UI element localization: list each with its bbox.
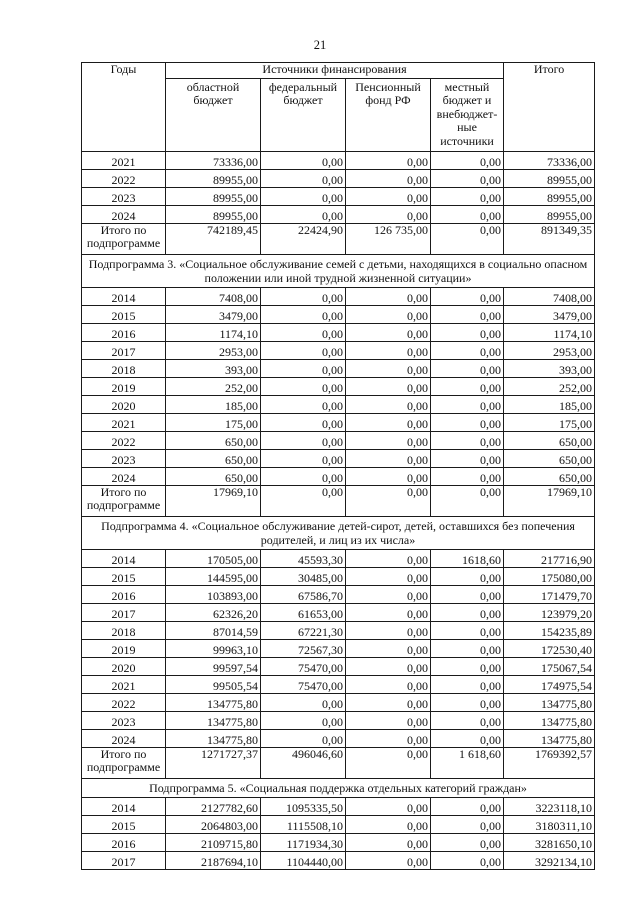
amount-cell: 0,00 xyxy=(346,568,431,586)
amount-cell: 650,00 xyxy=(166,450,261,468)
subprogram-title-row xyxy=(82,517,595,550)
amount-cell: 650,00 xyxy=(166,468,261,486)
amount-cell: 0,00 xyxy=(346,306,431,324)
year-cell: 2020 xyxy=(82,396,166,414)
amount-cell: 17969,10 xyxy=(166,486,261,517)
amount-cell: 2064803,00 xyxy=(166,816,261,834)
subprogram-title: Подпрограмма 5. «Социальная поддержка отдельных категорий граждан» xyxy=(82,779,595,798)
amount-cell: 0,00 xyxy=(431,622,504,640)
amount-cell: 174975,54 xyxy=(504,676,595,694)
year-cell: 2020 xyxy=(82,658,166,676)
amount-cell: 0,00 xyxy=(261,306,346,324)
header-pension-fund: Пенсионный фонд РФ xyxy=(346,79,431,152)
header-federal-budget: федеральный бюджет xyxy=(261,79,346,152)
table-row xyxy=(82,450,595,468)
amount-cell: 0,00 xyxy=(346,188,431,206)
amount-cell: 1104440,00 xyxy=(261,852,346,870)
amount-cell: 30485,00 xyxy=(261,568,346,586)
amount-cell: 89955,00 xyxy=(504,188,595,206)
year-cell: 2023 xyxy=(82,712,166,730)
table-row xyxy=(82,712,595,730)
table-row xyxy=(82,834,595,852)
year-cell: 2017 xyxy=(82,604,166,622)
table-row xyxy=(82,432,595,450)
table-row xyxy=(82,206,595,224)
amount-cell: 61653,00 xyxy=(261,604,346,622)
amount-cell: 67221,30 xyxy=(261,622,346,640)
table-row xyxy=(82,288,595,306)
amount-cell: 1271727,37 xyxy=(166,748,261,779)
amount-cell: 2187694,10 xyxy=(166,852,261,870)
amount-cell: 0,00 xyxy=(431,640,504,658)
amount-cell: 7408,00 xyxy=(166,288,261,306)
amount-cell: 1115508,10 xyxy=(261,816,346,834)
header-total: Итого xyxy=(504,63,595,152)
amount-cell: 0,00 xyxy=(431,604,504,622)
amount-cell: 0,00 xyxy=(346,468,431,486)
amount-cell: 0,00 xyxy=(261,288,346,306)
amount-cell: 0,00 xyxy=(431,486,504,517)
amount-cell: 0,00 xyxy=(346,852,431,870)
amount-cell: 7408,00 xyxy=(504,288,595,306)
amount-cell: 0,00 xyxy=(431,170,504,188)
table-row xyxy=(82,396,595,414)
amount-cell: 0,00 xyxy=(346,288,431,306)
header-years: Годы xyxy=(82,63,166,152)
amount-cell: 75470,00 xyxy=(261,658,346,676)
amount-cell: 891349,35 xyxy=(504,224,595,255)
table-row xyxy=(82,468,595,486)
year-cell: 2015 xyxy=(82,816,166,834)
subtotal-row xyxy=(82,486,595,517)
subtotal-label: Итого по подпрограмме xyxy=(82,748,166,779)
subprogram-title-row xyxy=(82,255,595,288)
amount-cell: 650,00 xyxy=(504,468,595,486)
table-row xyxy=(82,568,595,586)
year-cell: 2014 xyxy=(82,288,166,306)
amount-cell: 0,00 xyxy=(346,658,431,676)
amount-cell: 0,00 xyxy=(261,188,346,206)
year-cell: 2023 xyxy=(82,450,166,468)
amount-cell: 0,00 xyxy=(346,604,431,622)
amount-cell: 144595,00 xyxy=(166,568,261,586)
amount-cell: 0,00 xyxy=(261,486,346,517)
amount-cell: 1618,60 xyxy=(431,550,504,568)
amount-cell: 172530,40 xyxy=(504,640,595,658)
amount-cell: 0,00 xyxy=(346,450,431,468)
amount-cell: 185,00 xyxy=(166,396,261,414)
amount-cell: 0,00 xyxy=(346,486,431,517)
amount-cell: 87014,59 xyxy=(166,622,261,640)
amount-cell: 0,00 xyxy=(346,378,431,396)
amount-cell: 0,00 xyxy=(346,432,431,450)
amount-cell: 0,00 xyxy=(261,468,346,486)
amount-cell: 134775,80 xyxy=(504,730,595,748)
amount-cell: 0,00 xyxy=(261,694,346,712)
amount-cell: 0,00 xyxy=(346,676,431,694)
amount-cell: 154235,89 xyxy=(504,622,595,640)
amount-cell: 0,00 xyxy=(431,360,504,378)
table-row xyxy=(82,152,595,170)
amount-cell: 89955,00 xyxy=(166,170,261,188)
amount-cell: 2127782,60 xyxy=(166,798,261,816)
amount-cell: 650,00 xyxy=(504,432,595,450)
year-cell: 2015 xyxy=(82,568,166,586)
amount-cell: 175067,54 xyxy=(504,658,595,676)
table-row xyxy=(82,604,595,622)
table-row xyxy=(82,730,595,748)
table-row xyxy=(82,658,595,676)
amount-cell: 0,00 xyxy=(261,396,346,414)
amount-cell: 0,00 xyxy=(431,324,504,342)
financing-table xyxy=(81,62,595,870)
amount-cell: 1174,10 xyxy=(504,324,595,342)
amount-cell: 0,00 xyxy=(346,798,431,816)
amount-cell: 0,00 xyxy=(431,432,504,450)
amount-cell: 0,00 xyxy=(431,730,504,748)
year-cell: 2016 xyxy=(82,586,166,604)
subtotal-label: Итого по подпрограмме xyxy=(82,486,166,517)
amount-cell: 175080,00 xyxy=(504,568,595,586)
amount-cell: 252,00 xyxy=(166,378,261,396)
year-cell: 2017 xyxy=(82,342,166,360)
amount-cell: 0,00 xyxy=(346,712,431,730)
amount-cell: 17969,10 xyxy=(504,486,595,517)
amount-cell: 89955,00 xyxy=(504,206,595,224)
amount-cell: 3292134,10 xyxy=(504,852,595,870)
amount-cell: 170505,00 xyxy=(166,550,261,568)
amount-cell: 2109715,80 xyxy=(166,834,261,852)
amount-cell: 0,00 xyxy=(431,224,504,255)
amount-cell: 73336,00 xyxy=(504,152,595,170)
year-cell: 2021 xyxy=(82,152,166,170)
year-cell: 2022 xyxy=(82,170,166,188)
amount-cell: 22424,90 xyxy=(261,224,346,255)
amount-cell: 0,00 xyxy=(261,342,346,360)
amount-cell: 185,00 xyxy=(504,396,595,414)
amount-cell: 0,00 xyxy=(431,450,504,468)
amount-cell: 0,00 xyxy=(261,414,346,432)
amount-cell: 134775,80 xyxy=(504,694,595,712)
page-number: 21 xyxy=(313,38,327,52)
amount-cell: 0,00 xyxy=(346,550,431,568)
amount-cell: 0,00 xyxy=(431,798,504,816)
amount-cell: 89955,00 xyxy=(166,206,261,224)
table-row xyxy=(82,816,595,834)
amount-cell: 3479,00 xyxy=(504,306,595,324)
year-cell: 2021 xyxy=(82,676,166,694)
year-cell: 2015 xyxy=(82,306,166,324)
table-row xyxy=(82,342,595,360)
amount-cell: 0,00 xyxy=(346,622,431,640)
subtotal-row xyxy=(82,748,595,779)
year-cell: 2018 xyxy=(82,622,166,640)
amount-cell: 73336,00 xyxy=(166,152,261,170)
amount-cell: 0,00 xyxy=(261,432,346,450)
year-cell: 2024 xyxy=(82,468,166,486)
header-local-budget: местный бюджет и внебюджет-ные источники xyxy=(431,79,504,152)
amount-cell: 3180311,10 xyxy=(504,816,595,834)
table-row xyxy=(82,852,595,870)
amount-cell: 3223118,10 xyxy=(504,798,595,816)
amount-cell: 0,00 xyxy=(261,712,346,730)
amount-cell: 0,00 xyxy=(346,730,431,748)
table-row xyxy=(82,306,595,324)
amount-cell: 393,00 xyxy=(166,360,261,378)
year-cell: 2024 xyxy=(82,730,166,748)
amount-cell: 0,00 xyxy=(346,360,431,378)
amount-cell: 89955,00 xyxy=(504,170,595,188)
amount-cell: 0,00 xyxy=(346,342,431,360)
amount-cell: 0,00 xyxy=(431,852,504,870)
amount-cell: 0,00 xyxy=(431,694,504,712)
amount-cell: 650,00 xyxy=(504,450,595,468)
amount-cell: 175,00 xyxy=(166,414,261,432)
amount-cell: 0,00 xyxy=(431,396,504,414)
amount-cell: 2953,00 xyxy=(504,342,595,360)
table-row xyxy=(82,550,595,568)
amount-cell: 742189,45 xyxy=(166,224,261,255)
year-cell: 2018 xyxy=(82,360,166,378)
subtotal-label: Итого по подпрограмме xyxy=(82,224,166,255)
year-cell: 2022 xyxy=(82,432,166,450)
table-row xyxy=(82,170,595,188)
amount-cell: 0,00 xyxy=(431,676,504,694)
amount-cell: 0,00 xyxy=(431,152,504,170)
amount-cell: 0,00 xyxy=(346,640,431,658)
amount-cell: 0,00 xyxy=(431,568,504,586)
year-cell: 2022 xyxy=(82,694,166,712)
table-row xyxy=(82,622,595,640)
table-row xyxy=(82,378,595,396)
table-row xyxy=(82,640,595,658)
amount-cell: 126 735,00 xyxy=(346,224,431,255)
table-row xyxy=(82,360,595,378)
amount-cell: 134775,80 xyxy=(504,712,595,730)
amount-cell: 99505,54 xyxy=(166,676,261,694)
amount-cell: 134775,80 xyxy=(166,694,261,712)
amount-cell: 0,00 xyxy=(431,188,504,206)
amount-cell: 0,00 xyxy=(431,586,504,604)
header-sources: Источники финансирования xyxy=(166,63,504,79)
amount-cell: 0,00 xyxy=(261,170,346,188)
amount-cell: 0,00 xyxy=(431,468,504,486)
amount-cell: 99963,10 xyxy=(166,640,261,658)
amount-cell: 1769392,57 xyxy=(504,748,595,779)
amount-cell: 0,00 xyxy=(261,152,346,170)
amount-cell: 0,00 xyxy=(431,306,504,324)
year-cell: 2023 xyxy=(82,188,166,206)
amount-cell: 72567,30 xyxy=(261,640,346,658)
table-row xyxy=(82,188,595,206)
amount-cell: 0,00 xyxy=(261,730,346,748)
year-cell: 2017 xyxy=(82,852,166,870)
amount-cell: 99597,54 xyxy=(166,658,261,676)
table-row xyxy=(82,676,595,694)
amount-cell: 75470,00 xyxy=(261,676,346,694)
amount-cell: 0,00 xyxy=(346,324,431,342)
amount-cell: 252,00 xyxy=(504,378,595,396)
amount-cell: 1171934,30 xyxy=(261,834,346,852)
amount-cell: 0,00 xyxy=(346,748,431,779)
table-row xyxy=(82,798,595,816)
amount-cell: 103893,00 xyxy=(166,586,261,604)
table-body xyxy=(82,152,595,870)
table-row xyxy=(82,324,595,342)
amount-cell: 2953,00 xyxy=(166,342,261,360)
amount-cell: 0,00 xyxy=(346,170,431,188)
amount-cell: 0,00 xyxy=(431,342,504,360)
year-cell: 2014 xyxy=(82,798,166,816)
amount-cell: 89955,00 xyxy=(166,188,261,206)
amount-cell: 67586,70 xyxy=(261,586,346,604)
amount-cell: 62326,20 xyxy=(166,604,261,622)
amount-cell: 0,00 xyxy=(261,378,346,396)
amount-cell: 1095335,50 xyxy=(261,798,346,816)
subtotal-row xyxy=(82,224,595,255)
subprogram-title-row xyxy=(82,779,595,798)
amount-cell: 0,00 xyxy=(346,396,431,414)
amount-cell: 0,00 xyxy=(431,378,504,396)
subprogram-title: Подпрограмма 4. «Социальное обслуживание детей-сирот, детей, оставшихся без попечения родителей, и лиц из их числа» xyxy=(82,517,595,550)
header-regional-budget: областной бюджет xyxy=(166,79,261,152)
amount-cell: 45593,30 xyxy=(261,550,346,568)
amount-cell: 393,00 xyxy=(504,360,595,378)
table-row xyxy=(82,414,595,432)
amount-cell: 0,00 xyxy=(346,586,431,604)
year-cell: 2021 xyxy=(82,414,166,432)
year-cell: 2016 xyxy=(82,834,166,852)
amount-cell: 0,00 xyxy=(431,658,504,676)
subprogram-title: Подпрограмма 3. «Социальное обслуживание семей с детьми, находящихся в социально опасном положении или иной трудной жизненной ситуации» xyxy=(82,255,595,288)
amount-cell: 0,00 xyxy=(346,834,431,852)
amount-cell: 0,00 xyxy=(346,206,431,224)
amount-cell: 0,00 xyxy=(261,206,346,224)
year-cell: 2024 xyxy=(82,206,166,224)
year-cell: 2019 xyxy=(82,640,166,658)
amount-cell: 123979,20 xyxy=(504,604,595,622)
amount-cell: 0,00 xyxy=(346,694,431,712)
table-row xyxy=(82,586,595,604)
amount-cell: 134775,80 xyxy=(166,730,261,748)
amount-cell: 0,00 xyxy=(431,712,504,730)
amount-cell: 0,00 xyxy=(431,816,504,834)
year-cell: 2014 xyxy=(82,550,166,568)
year-cell: 2019 xyxy=(82,378,166,396)
amount-cell: 0,00 xyxy=(346,414,431,432)
amount-cell: 134775,80 xyxy=(166,712,261,730)
table-row xyxy=(82,694,595,712)
amount-cell: 0,00 xyxy=(261,324,346,342)
amount-cell: 3479,00 xyxy=(166,306,261,324)
amount-cell: 496046,60 xyxy=(261,748,346,779)
amount-cell: 0,00 xyxy=(346,816,431,834)
amount-cell: 0,00 xyxy=(261,450,346,468)
amount-cell: 1 618,60 xyxy=(431,748,504,779)
year-cell: 2016 xyxy=(82,324,166,342)
amount-cell: 171479,70 xyxy=(504,586,595,604)
amount-cell: 0,00 xyxy=(431,834,504,852)
amount-cell: 0,00 xyxy=(261,360,346,378)
amount-cell: 0,00 xyxy=(431,206,504,224)
amount-cell: 1174,10 xyxy=(166,324,261,342)
amount-cell: 0,00 xyxy=(431,414,504,432)
amount-cell: 650,00 xyxy=(166,432,261,450)
amount-cell: 3281650,10 xyxy=(504,834,595,852)
amount-cell: 217716,90 xyxy=(504,550,595,568)
amount-cell: 175,00 xyxy=(504,414,595,432)
amount-cell: 0,00 xyxy=(431,288,504,306)
amount-cell: 0,00 xyxy=(346,152,431,170)
